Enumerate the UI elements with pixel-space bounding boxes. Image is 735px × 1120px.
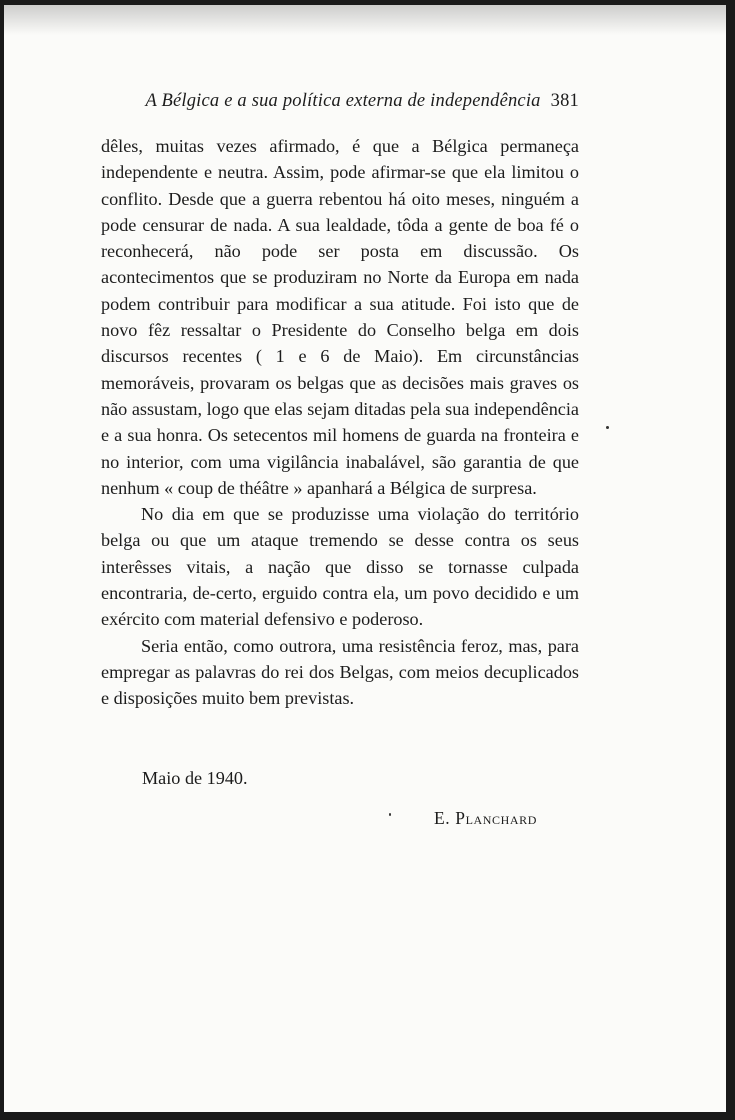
book-page — [4, 5, 726, 1112]
paragraph-3: Seria então, como outrora, uma resistência feroz, mas, para empregar as palavras do rei dos Belgas, com meios decuplicados e disposições muito bem previstas. — [101, 635, 579, 709]
running-title: A Bélgica e a sua política externa de independência — [145, 91, 541, 111]
article-body — [101, 133, 579, 712]
author-signature — [434, 808, 537, 829]
author-initial: E. — [434, 808, 451, 828]
page-number: 381 — [550, 91, 579, 111]
paragraph-1: dêles, muitas vezes afirmado, é que a Bélgica permaneça independente e neutra. Assim, pode afirmar-se que ela limitou o conflito. Desde que a guerra rebentou há oito meses, ninguém a pode censurar de nada. A sua lealdade, tôda a gente de boa fé o reconhecerá, não pode ser posta em discussão. Os acontecimentos que se produziram no Norte da Europa em nada podem contribuir para modificar a sua atitude. Foi isto que de novo fêz ressaltar o Presidente do Conselho belga em dois discursos recentes ( 1 e 6 de Maio). Em circunstâncias memoráveis, provaram os belgas que as decisões mais graves os não assustam, logo que elas sejam ditadas pela sua independência e a sua honra. Os setecentos mil homens de guarda na fronteira e no interior, com uma vigilância inabalável, são garantia de que nenhum « coup de théâtre » apanhará a Bélgica de surpresa. — [101, 136, 579, 498]
dateline: Maio de 1940. — [142, 768, 248, 788]
ink-speck — [606, 426, 609, 429]
running-header — [4, 91, 579, 112]
paragraph-2: No dia em que se produzisse uma violação do território belga ou que um ataque tremendo se desse contra os seus interêsses vitais, a nação que disso se tornasse culpada encontraria, de-certo, erguido contra ela, um povo decidido e um exército com material defensivo e poderoso. — [101, 504, 579, 630]
ink-speck — [389, 813, 391, 816]
author-surname: Planchard — [455, 808, 538, 828]
scan-shadow — [4, 5, 726, 35]
